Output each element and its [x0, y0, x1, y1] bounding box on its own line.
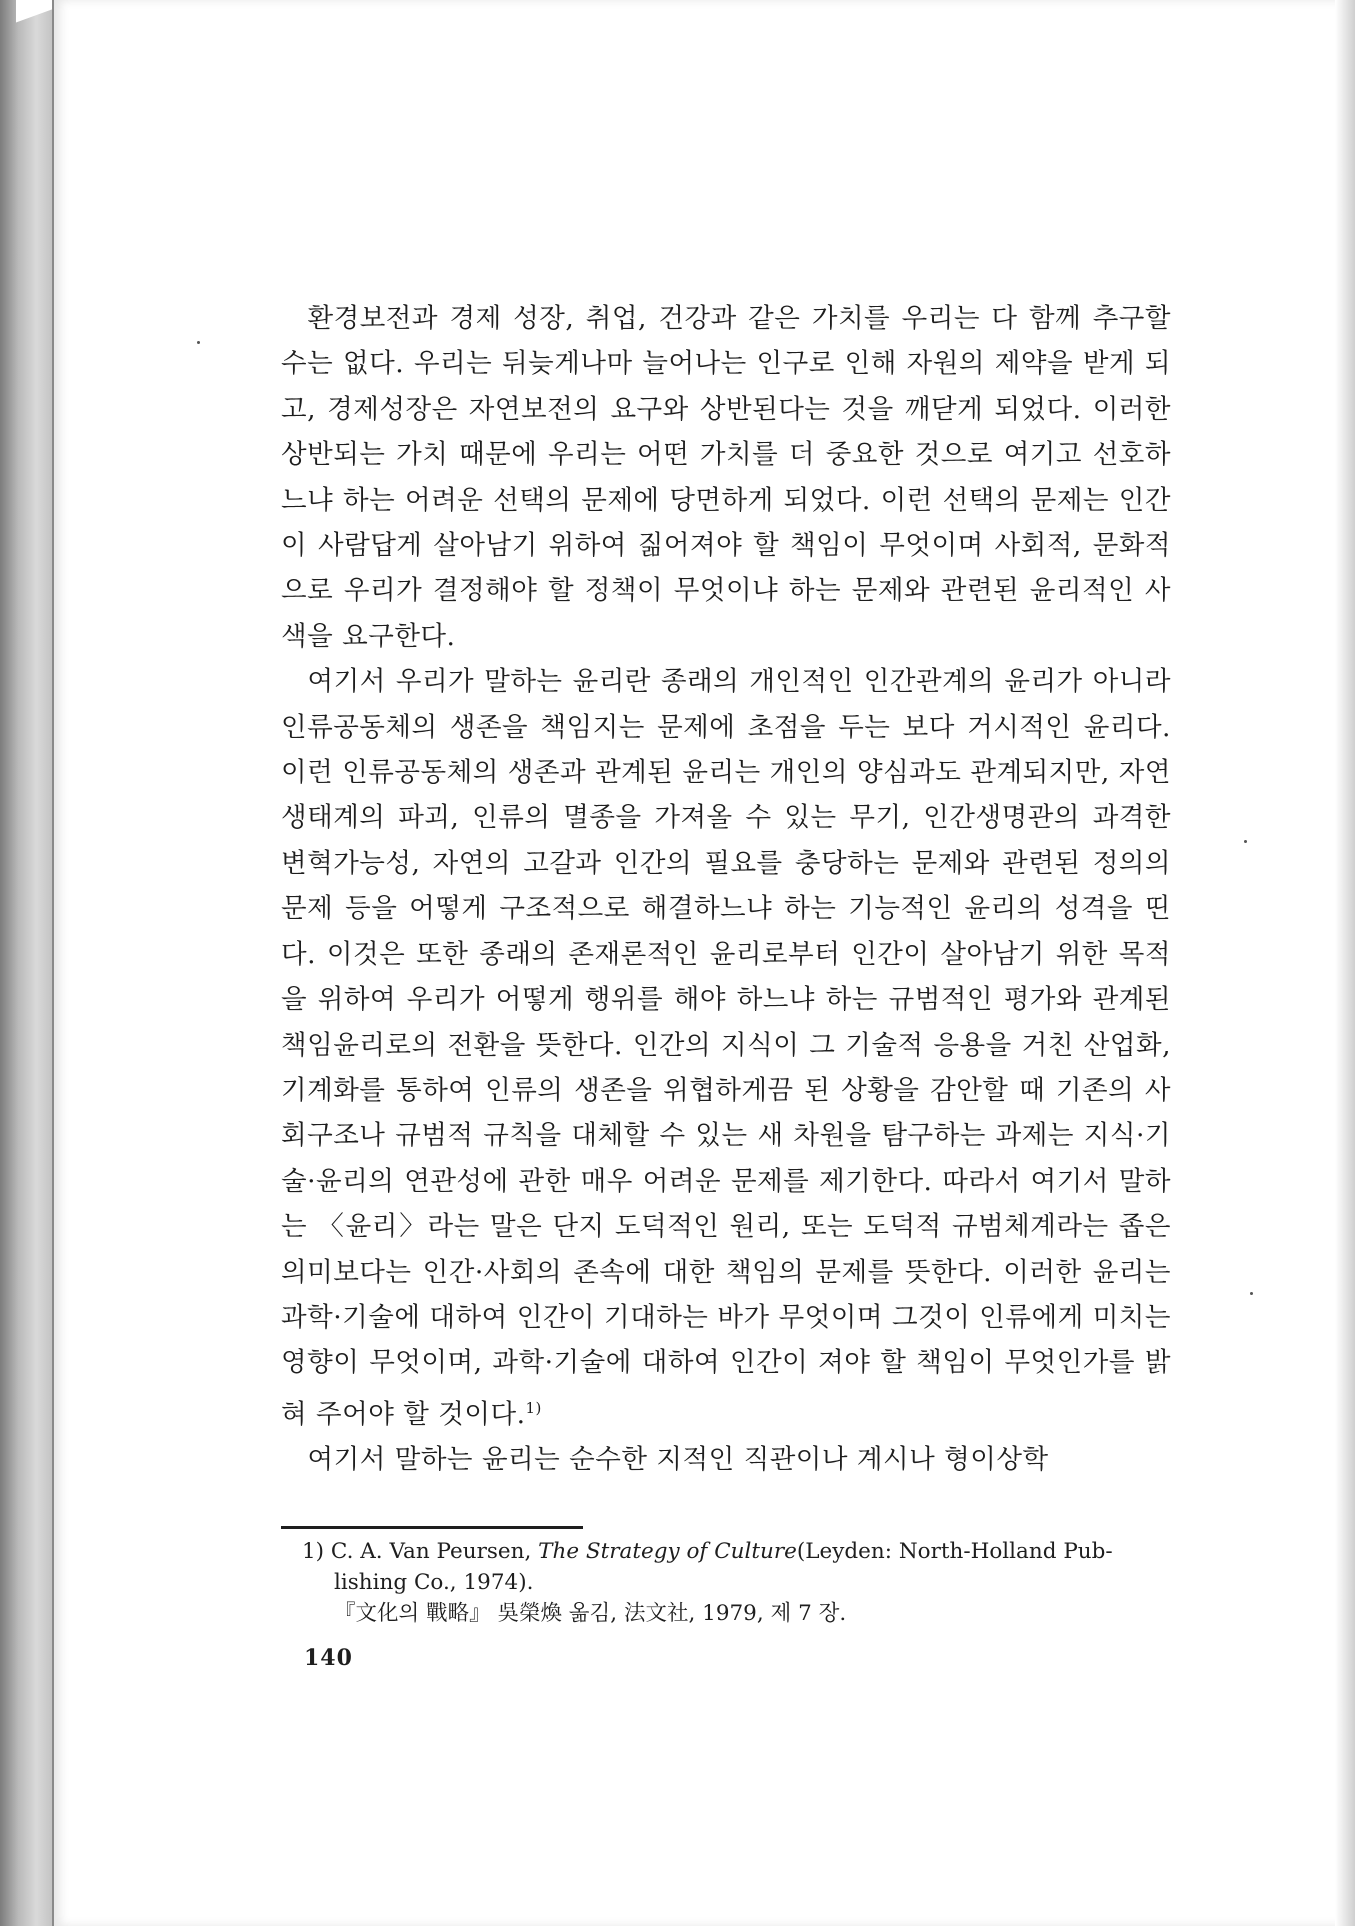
paragraph-2	[281, 659, 1171, 1437]
footnote-1	[302, 1536, 1172, 1567]
footnote-rule	[281, 1526, 583, 1529]
footnote-title: The Strategy of Culture	[538, 1539, 797, 1564]
page-number: 140	[304, 1645, 353, 1671]
paragraph-1: 환경보전과 경제 성장, 취업, 건강과 같은 가치를 우리는 다 함께 추구할 수는 없다. 우리는 뒤늦게나마 늘어나는 인구로 인해 자원의 제약을 받게 되고, 경제성장은 자연보전의 요구와 상반된다는 것을 깨닫게 되었다. 이러한 상반되는 가치 때문에 우리는 어떤 가치를 더 중요한 것으로 여기고 선호하느냐 하는 어려운 선택의 문제에 당면하게 되었다. 이런 선택의 문제는 인간이 사람답게 살아남기 위하여 짊어져야 할 책임이 무엇이며 사회적, 문화적으로 우리가 결정해야 할 정책이 무엇이냐 하는 문제와 관련된 윤리적인 사색을 요구한다.	[281, 303, 1171, 652]
footnote-number: 1)	[302, 1539, 325, 1564]
footnote-1-continued: lishing Co., 1974).	[334, 1570, 534, 1595]
paragraph-2-text: 여기서 우리가 말하는 윤리란 종래의 개인적인 인간관계의 윤리가 아니라 인류공동체의 생존을 책임지는 문제에 초점을 두는 보다 거시적인 윤리다. 이런 인류공동체의 생존과 관계된 윤리는 개인의 양심과도 관계되지만, 자연 생태계의 파괴, 인류의 멸종을 가져올 수 있는 무기, 인간생명관의 과격한 변혁가능성, 자연의 고갈과 인간의 필요를 충당하는 문제와 관련된 정의의 문제 등을 어떻게 구조적으로 해결하느냐 하는 기능적인 윤리의 성격을 띤다. 이것은 또한 종래의 존재론적인 윤리로부터 인간이 살아남기 위한 목적을 위하여 우리가 어떻게 행위를 해야 하느냐 하는 규범적인 평가와 관계된 책임윤리로의 전환을 뜻한다. 인간의 지식이 그 기술적 응용을 거친 산업화, 기계화를 통하여 인류의 생존을 위협하게끔 된 상황을 감안할 때 기존의 사회구조나 규범적 규칙을 대체할 수 있는 새 차원을 탐구하는 과제는 지식·기술·윤리의 연관성에 관한 매우 어려운 문제를 제기한다. 따라서 여기서 말하는 〈윤리〉라는 말은 단지 도덕적인 원리, 또는 도덕적 규범체계라는 좁은 의미보다는 인간·사회의 존속에 대한 책임의 문제를 뜻한다. 이러한 윤리는 과학·기술에 대하여 인간이 기대하는 바가 무엇이며 그것이 인류에게 미치는 영향이 무엇이며, 과학·기술에 대하여 인간이 져야 할 책임이 무엇인가를 밝혀 주어야 할 것이다.	[281, 666, 1171, 1430]
footnote-author: C. A. Van Peursen,	[330, 1539, 532, 1564]
book-edge	[0, 0, 52, 1926]
paragraph-3: 여기서 말하는 윤리는 순수한 지적인 직관이나 계시나 형이상학	[307, 1443, 1049, 1475]
body-text	[281, 296, 1171, 1482]
footnote-marker: 1)	[525, 1398, 542, 1417]
footnote-publisher: (Leyden: North-Holland Pub-	[796, 1539, 1113, 1564]
page-shadow	[1335, 0, 1355, 1926]
footnote-1-translation: 『文化의 戰略』 吳榮煥 옮김, 法文社, 1979, 제 7 장.	[334, 1601, 847, 1626]
speck	[1244, 840, 1247, 843]
speck	[197, 341, 200, 344]
page-corner	[16, 0, 56, 30]
speck	[1250, 1292, 1253, 1295]
footnotes	[302, 1536, 1172, 1629]
